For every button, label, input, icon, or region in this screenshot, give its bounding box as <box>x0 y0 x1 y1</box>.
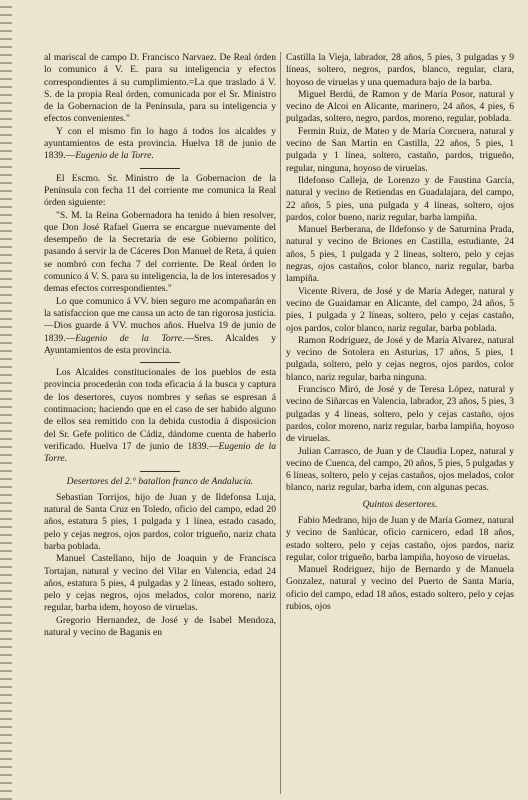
entry-ramon-rodriguez: Ramon Rodriguez, de José y de María Alvarez, natural y vecino de Sotolera en Asturias, 17 años, 5 pies, 1 pulgada, soltero, pelo y cejas negros, ojos pardos, color blanco, nariz regular, barba ninguna. <box>286 334 514 383</box>
entry-julian-carrasco: Julian Carrasco, de Juan y de Claudia Lopez, natural y vecino de Cuenca, del campo, 20 años, 5 pies, 5 pulgadas y 6 líneas, soltero, pelo y cejas castaños, ojos melados, color blanco, nariz regular, barba idem, con algunas pecas. <box>286 445 514 494</box>
signature: Eugenio de la Torre. <box>75 150 154 162</box>
entry-francisco-miro: Francisco Miró, de José y de Teresa López, natural y vecino de Siñarcas en Valencia, labrador, 23 años, 5 pies, 3 pulgadas y 4 líneas, soltero, pelo y cejas castaño, ojos pardos, color moreno, nariz regular, barba lampiña, hoyoso de viruelas. <box>286 384 514 445</box>
paragraph-huelva-18-june <box>44 126 276 163</box>
left-column <box>44 52 276 794</box>
paragraph-queen-resolution: "S. M. la Reina Gobernadora ha tenido á bien resolver, que Don José Rafael Guerra se encargue nuevamente del desempeño de la Secretaría de ese Gobierno político, pasando á servir la de Cáceres Don Manuel de Reta, á quien se nombró con fecha 7 del corriente. De Real órden lo comunico á V. S. para su inteligencia, la de los interesados y demas efectos correspondientes." <box>44 209 276 295</box>
entry-vicente-rivera: Vicente Rivera, de José y de María Adeger, natural y vecino de Guaidamar en Alicante, del campo, 24 años, 5 pies, 1 pulgada y 2 líneas, soltero, pelo y cejas castaño, ojos pardos, color blanco, nariz regular, barba poblada. <box>286 285 514 334</box>
paragraph-huelva-19-june <box>44 296 276 357</box>
entry-manuel-rodriguez: Manuel Rodriguez, hijo de Bernardo y de Manuela Gonzalez, natural y vecino del Puerto de Santa María, oficio del campo, edad 18 años, estado soltero, pelo y cejas rubios, ojos <box>286 564 514 613</box>
entry-ildefonso-calleja: Ildefonso Calleja, de Lorenzo y de Faustina García, natural y vecino de Retiendas en Guadalajara, del campo, 22 años, 5 pies, una pulgada y 4 líneas, soltero, ojos pardos, color bueno, nariz regular, barba lampiña. <box>286 174 514 223</box>
entry-fermin-ruiz: Fermin Ruiz, de Mateo y de María Corcuera, natural y vecino de San Martin en Castilla, 22 años, 5 pies, 1 pulgada y 1 línea, soltero, castaño, pardos, trigueño, regular, ninguna, hoyoso de viruelas. <box>286 125 514 174</box>
divider <box>140 362 180 363</box>
binding-edge <box>0 0 12 800</box>
entry-gregorio-hernandez: Gregorio Hernandez, de José y de Isabel Mendoza, natural y vecino de Baganis en <box>44 614 276 639</box>
paragraph-tail: —Sres. Alcaldes y Ayuntamientos de esta provincia. <box>44 332 276 356</box>
entry-fabio-medrano: Fabio Medrano, hijo de Juan y de María Gomez, natural y vecino de Sanlúcar, oficio carnicero, edad 18 años, estado soltero, pelo y cejas castaño, ojos pardos, nariz regular, color trigueño, barba lampiña, hoyoso de viruelas. <box>286 514 514 563</box>
section-heading-deserters: Desertores del 2.° batallon franco de Andalucía. <box>66 475 254 487</box>
right-column <box>286 52 514 794</box>
paragraph-text: Los Alcaldes constitucionales de los pueblos de esta provincia procederán con toda eficacia á la busca y captura de los desertores, cuyos nombres y señas se espresan á continuacion; haciendo que en el caso de ser habido alguno de ellos sea remitido con la debida custodia á disposicion del Sr. Gefe político de Cádiz, dándome cuenta de haberlo verificado. Huelva 17 de junio de 1839.— <box>44 367 276 452</box>
paragraph-text: Y con el mismo fin lo hago á todos los alcaldes y ayuntamientos de esta provincia. Huelva 18 de junio de 1839.— <box>44 125 276 162</box>
signature: Eugenio de la Torre. <box>75 332 185 344</box>
section-heading-quintos: Quintos desertores. <box>362 498 438 510</box>
entry-miguel-berdu: Miguel Berdú, de Ramon y de María Posor, natural y vecino de Alcoi en Alicante, marinero, 24 años, 4 pies, 6 pulgadas, soltero, negro, pardos, moreno, regular, poblada. <box>286 88 514 125</box>
paragraph-minister-communication: El Escmo. Sr. Ministro de la Gobernacion de la Península con fecha 11 del corriente me comunica la Real órden siguiente: <box>44 172 276 209</box>
divider <box>140 168 180 169</box>
entry-sebastian-torrijos: Sebastian Torrijos, hijo de Juan y de Ildefonsa Luja, natural de Santa Cruz en Toledo, oficio del campo, edad 20 años, estatura 5 pies, 1 pulgada y 1 línea, estado casado, pelo y cejas negros, ojos pardos, color trigueño, nariz chata barba poblada. <box>44 491 276 552</box>
paragraph-deserters-notice <box>44 367 276 465</box>
entry-manuel-castellano: Manuel Castellano, hijo de Joaquin y de Francisca Tortajan, natural y vecino del Vilar en Valencia, edad 24 años, estatura 5 pies, 4 pulgadas y 2 líneas, estado soltero, pelo y cejas negros, ojos melados, color moreno, nariz regular, barba idem, hoyoso de viruelas. <box>44 553 276 614</box>
signature: Eugenio de la Torre. <box>44 440 276 465</box>
entry-manuel-berberana: Manuel Berberana, de Ildefonso y de Saturnina Prada, natural y vecino de Briones en Castilla, estudiante, 24 años, 5 pies, 1 pulgada y 2 líneas, soltero, pelo y cejas negras, ojos castaños, color blanco, nariz regular, barba lampiña. <box>286 224 514 285</box>
paragraph-royal-order-close: al mariscal de campo D. Francisco Narvaez. De Real órden lo comunico á V. E. para su inteligencia y efectos correspondientes á su cumplimiento.=La que traslado á V. S. de la propia Real órden, comunicada por el Sr. Ministro de la Gobernacion de la Península, para su inteligencia y efectos convenientes." <box>44 52 276 125</box>
paragraph-text: Lo que comunico á VV. bien seguro me acompañarán en la satisfaccion que me causa un acto de tan rigorosa justicia.—Dios guarde á VV. muchos años. Huelva 19 de junio de 1839.— <box>44 295 276 344</box>
column-rule <box>280 52 281 794</box>
divider <box>140 471 180 472</box>
entry-continuation: Castilla la Vieja, labrador, 28 años, 5 pies, 3 pulgadas y 9 líneas, soltero, negros, pardos, blanco, regular, clara, hoyoso de viruelas y una quemadura bajo de la barba. <box>286 52 514 88</box>
